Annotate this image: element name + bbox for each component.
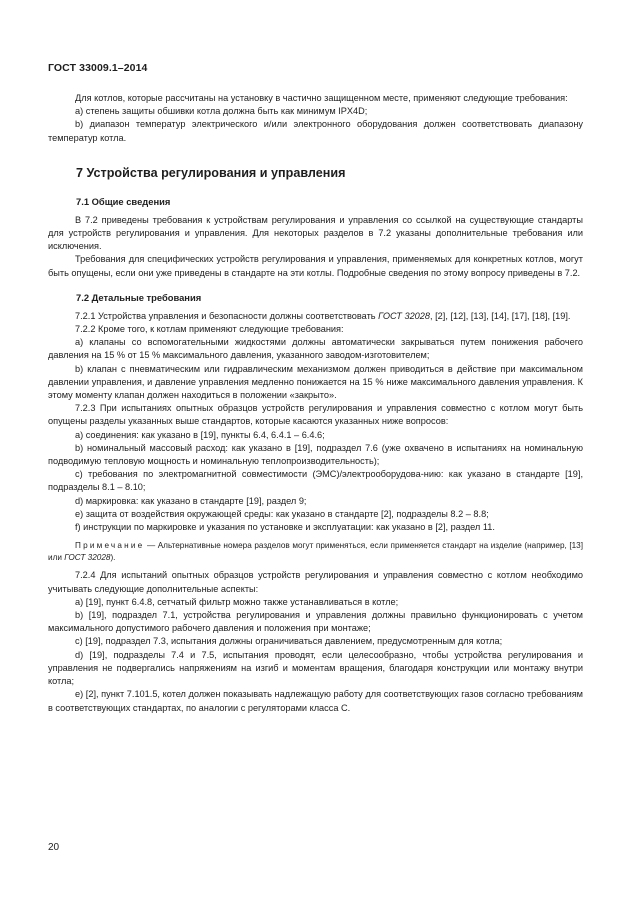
standard-header: ГОСТ 33009.1–2014 (48, 62, 148, 74)
clause-7-2-3-a: a) соединения: как указано в [19], пункты 6.4, 6.4.1 – 6.4.6; (75, 429, 325, 440)
clause-7-2-1 (48, 310, 583, 323)
clause-7-2-3-b: b) номинальный массовый расход: как указано в [19], подраздел 7.6 (уже охвачено в испытаниях на номинальную подводимую тепловую мощность и номинальную теплопроизводительность); (48, 442, 583, 467)
note-standard-reference: ГОСТ 32028 (64, 552, 111, 562)
standard-reference: ГОСТ 32028 (378, 310, 431, 321)
clause-7-2-3-d: d) маркировка: как указано в стандарте [19], раздел 9; (75, 495, 307, 506)
note-text: — Альтернативные номера разделов могут применяться, если применяется стандарт на изделие (например, [13] или (48, 541, 583, 562)
section-7-title: 7 Устройства регулирования и управления (76, 165, 346, 180)
clause-7-2-2: 7.2.2 Кроме того, к котлам применяют следующие требования: (75, 324, 344, 335)
clause-7-2-1-text: 7.2.1 Устройства управления и безопасности должны соответствовать (75, 310, 379, 321)
s71-paragraph-1: В 7.2 приведены требования к устройствам регулирования и управления со ссылкой на существующие стандарты для устройств регулирования и управления. Для некоторых разделов в 7.2 указаны дополнительные требования или исключения. (48, 214, 583, 252)
intro-item-a: a) степень защиты обшивки котла должна быть как минимум IPX4D; (75, 106, 368, 117)
intro-item-b: b) диапазон температур электрического и/или электронного оборудования должен соответствовать диапазону температур котла. (48, 119, 583, 143)
clause-7-2-3: 7.2.3 При испытаниях опытных образцов устройств регулирования и управления совместно с котлом могут быть опущены разделы указанных выше стандартов, которые касаются указанных ниже вопросов: (48, 403, 583, 427)
clause-7-2-3-c: c) требования по электромагнитной совместимости (ЭМС)/электрооборудова-нию: как указано в стандарте [19], подразделы 8.1 – 8.10; (48, 469, 583, 493)
s71-paragraph-2: Требования для специфических устройств регулирования и управления, применяемых для конкретных котлов, могут быть опущены, если они уже приведены в стандарте на эти котлы. Подробные сведения по этому вопросу приведены в 7.2. (48, 254, 583, 278)
note-end: ). (110, 552, 116, 562)
subsection-7-2-title: 7.2 Детальные требования (76, 291, 202, 303)
clause-7-2-4-d: d) [19], подразделы 7.4 и 7.5, испытания проводят, если целесообразно, чтобы устройства регулирования и управления не подвергались напряжениям на изгиб и моментам вращения, благодаря конструкции или монтажу внутри котла; (48, 649, 583, 687)
subsection-7-1-title: 7.1 Общие сведения (76, 195, 171, 207)
clause-7-2-4-e: e) [2], пункт 7.101.5, котел должен показывать надлежащую работу для соответствующих газов согласно требованиям в соответствующих стандартах, по аналогии с регуляторами класса С. (48, 689, 583, 713)
clause-7-2-2-a: a) клапаны со вспомогательными жидкостями должны автоматически закрываться путем понижения рабочего давления на 15 % от 15 % максимального давления, указанного заводом-изготовителем; (48, 337, 583, 361)
page-number: 20 (48, 842, 60, 853)
clause-7-2-1-refs: , [2], [12], [13], [14], [17], [18], [19]. (430, 310, 571, 321)
clause-7-2-4-c: c) [19], подраздел 7.3, испытания должны ограничиваться давлением, предусмотренным для котла; (75, 636, 503, 647)
clause-7-2-2-b: b) клапан с пневматическим или гидравлическим механизмом должен приводиться в действие при максимальном давлении управления, и давление управления медленно понижается на 15 % ниже максимального давления управления. К этому моменту клапан должен находиться в положении «закрыто». (48, 363, 583, 401)
clause-7-2-3-e: e) защита от воздействия окружающей среды: как указано в стандарте [2], подразделы 8.2 – 8.8; (75, 508, 489, 519)
intro-paragraph: Для котлов, которые рассчитаны на установку в частично защищенном месте, применяют следующие требования: (75, 93, 568, 103)
clause-7-2-4-b: b) [19], подраздел 7.1, устройства регулирования и управления должны правильно функционировать с учетом максимального допустимого рабочего давления и положения при монтаже; (48, 610, 583, 634)
clause-7-2-4: 7.2.4 Для испытаний опытных образцов устройств регулирования и управления совместно с котлом необходимо учитывать следующие дополнительные аспекты: (48, 570, 583, 594)
note-label: Примечание (75, 541, 145, 551)
clause-7-2-4-a: a) [19], пункт 6.4.8, сетчатый фильтр можно также устанавливаться в котле; (75, 596, 399, 607)
clause-7-2-3-f: f) инструкции по маркировке и указания по установке и эксплуатации: как указано в [2], раздел 11. (75, 522, 495, 533)
page-content (48, 92, 583, 715)
note (48, 540, 583, 563)
